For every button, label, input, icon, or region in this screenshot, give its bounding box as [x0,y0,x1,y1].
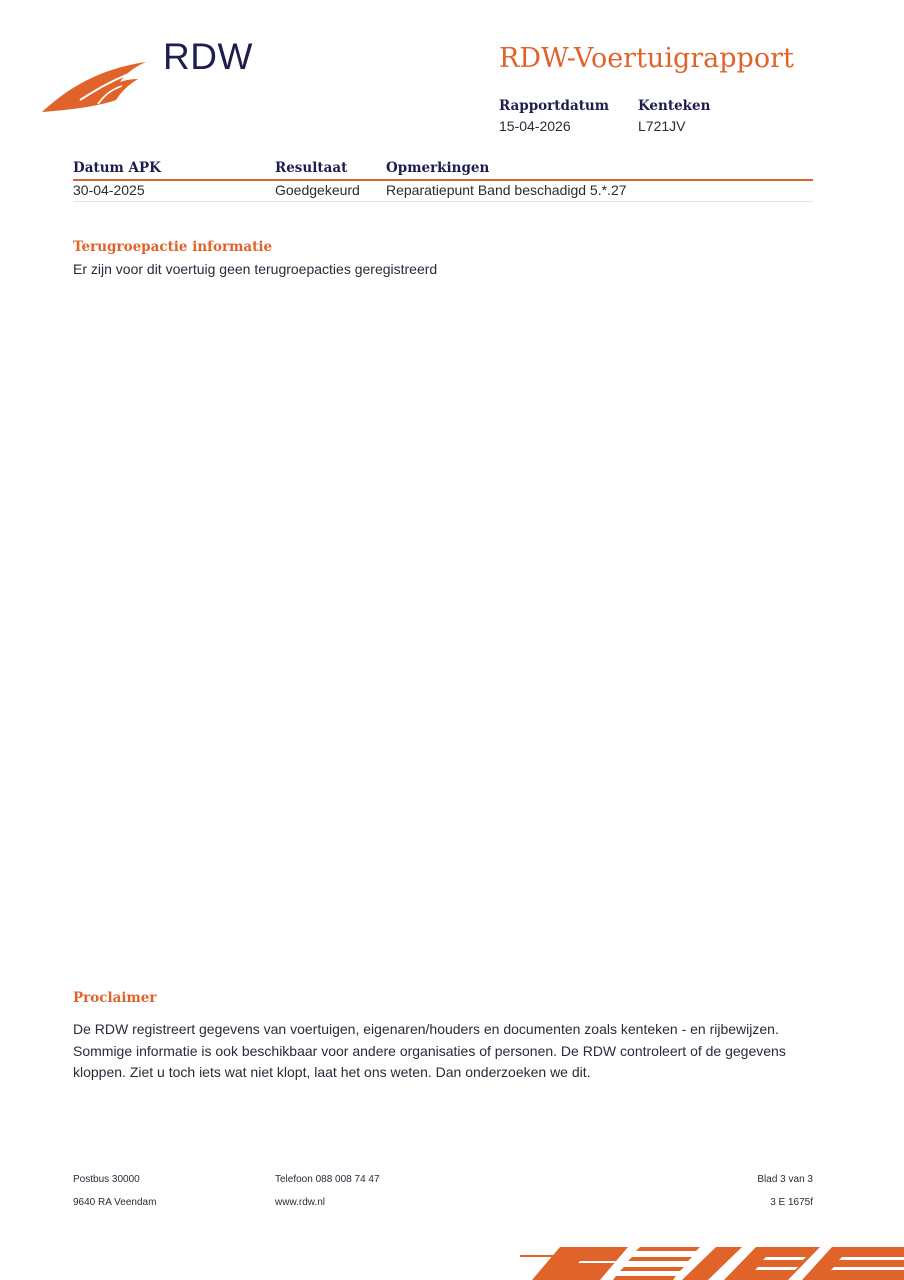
footer-postbus: Postbus 30000 [73,1174,140,1185]
footer-website: www.rdw.nl [275,1197,326,1208]
report-date-value: 15-04-2026 [499,118,571,134]
column-header-result: Resultaat [275,160,348,176]
report-date-label: Rapportdatum [499,98,610,114]
license-plate-label: Kenteken [638,98,711,114]
table-row-divider [73,201,813,202]
logo-text: RDW [163,36,253,77]
footer-document-code: 3 E 1675f [770,1197,813,1208]
footer-page-number: Blad 3 van 3 [757,1174,813,1185]
recall-text: Er zijn voor dit voertuig geen terugroepacties geregistreerd [73,261,438,277]
proclaimer-title: Proclaimer [73,990,157,1006]
table-header-divider [73,179,813,181]
cell-apk-date: 30-04-2025 [73,182,145,198]
document-title: RDW-Voertuigrapport [499,43,794,74]
cell-remarks: Reparatiepunt Band beschadigd 5.*.27 [386,182,627,198]
footer-phone: Telefoon 088 008 74 47 [275,1174,380,1185]
license-plate-value: L721JV [638,118,686,134]
column-header-date: Datum APK [73,160,161,176]
rdw-logo-icon [40,56,150,114]
proclaimer-text: De RDW registreert gegevens van voertuigen, eigenaren/houders en documenten zoals kenteken - en rijbewijzen. Sommige informatie is ook beschikbaar voor andere organisaties of personen. De RDW controleert of de gegevens kloppen. Ziet u toch iets wat niet klopt, laat het ons weten. Dan onderzoeken we dit. [73,1021,786,1080]
footer-city: 9640 RA Veendam [73,1197,157,1208]
column-header-remarks: Opmerkingen [386,160,490,176]
cell-result: Goedgekeurd [275,182,360,198]
recall-section-title: Terugroepactie informatie [73,239,273,255]
footer-stripes-decoration [520,1243,904,1280]
